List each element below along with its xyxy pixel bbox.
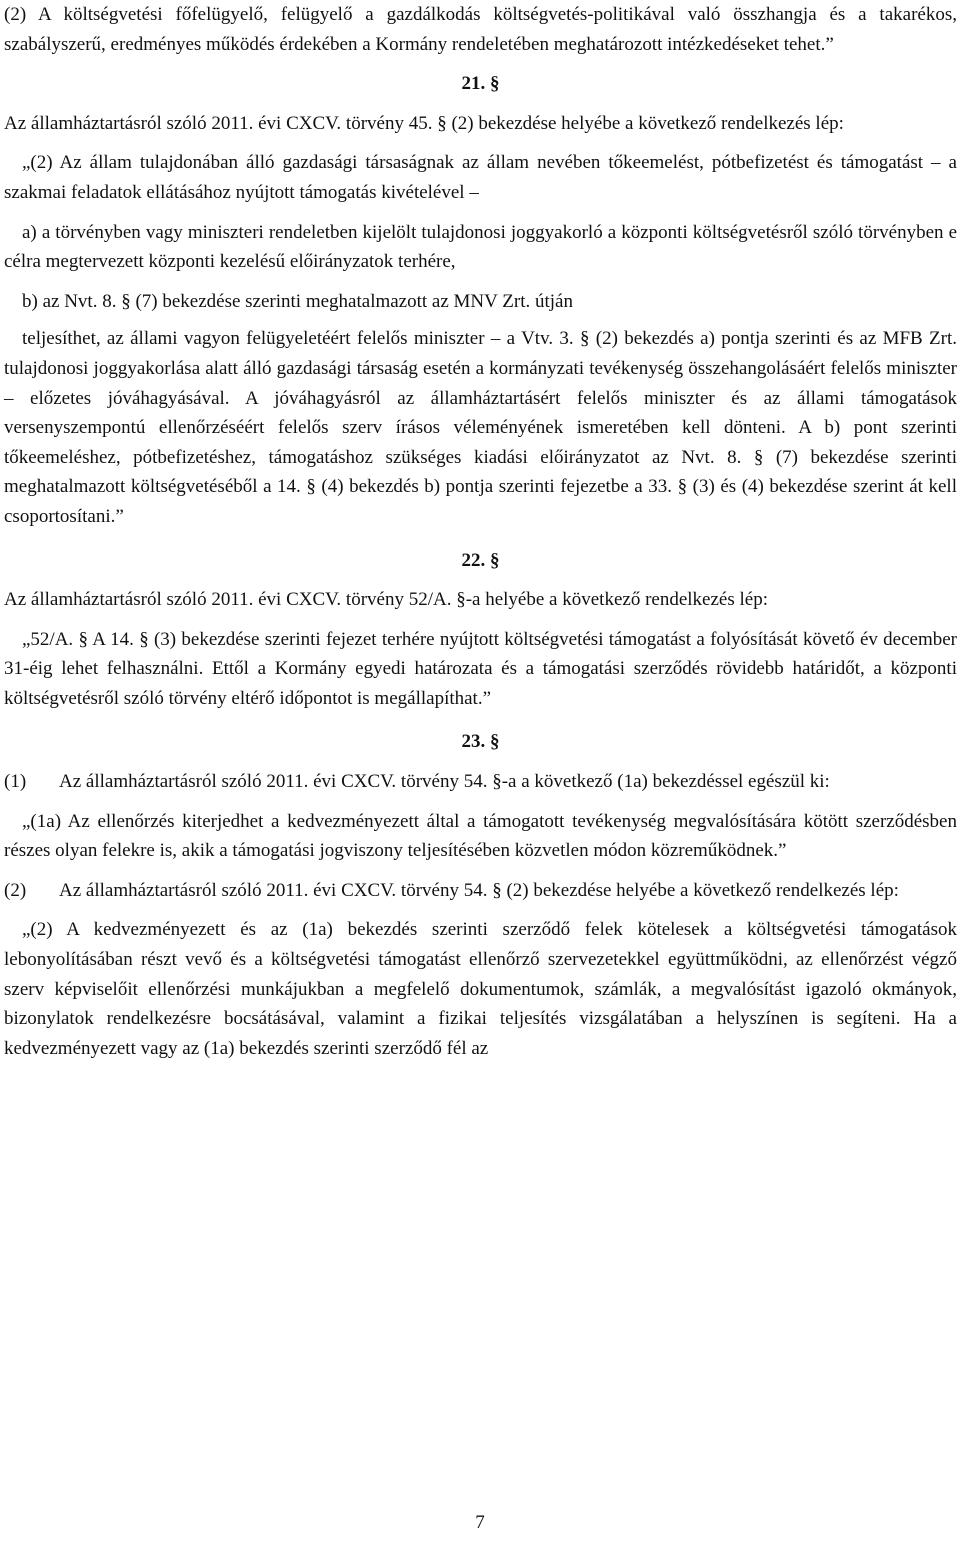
paragraph-intro: (2) A költségvetési főfelügyelő, felügyelő a gazdálkodás költségvetés-politikával való összhangja és a takarékos, szabályszerű, eredményes működés érdekében a Kormány rendeletében meghatározott intézkedéseket tehet.” bbox=[4, 4, 957, 55]
section-21-quote: „(2) Az állam tulajdonában álló gazdasági társaságnak az állam nevében tőkeemelést, pótbefizetést és támogatást – a szakmai feladatok ellátásához nyújtott támogatás kivételével – bbox=[4, 152, 957, 203]
item-number: (2) bbox=[4, 879, 27, 901]
section-21-rest: teljesíthet, az állami vagyon felügyeletéért felelős miniszter – a Vtv. 3. § (2) bekezdés a) pontja szerinti és az MFB Zrt. tulajdonosi joggyakorlása alatt álló gazdasági társaság esetén a kormányzati tevékenység összehangolásáért felelős miniszter – előzetes jóváhagyásával. A jóváhagyásról az államháztartásért felelős miniszter és az állami támogatások versenyszempontú ellenőrzéséért felelős szerv írásos véleményének ismeretében kell dönteni. A b) pont szerinti tőkeemeléshez, pótbefizetéshez, támogatáshoz szükséges kiadási előirányzatot az Nvt. 8. § (7) bekezdése szerinti meghatalmazott költségvetéséből a 14. § (4) bekezdés b) pontja szerinti fejezetbe a 33. § (3) és (4) bekezdése szerint át kell csoportosítani.” bbox=[4, 328, 957, 527]
section-heading-21: 21. § bbox=[461, 73, 500, 95]
item-text: Az államháztartásról szóló 2011. évi CXCV. törvény 54. § (2) bekezdése helyébe a következő rendelkezés lép: bbox=[59, 879, 899, 901]
section-21-intro: Az államháztartásról szóló 2011. évi CXCV. törvény 45. § (2) bekezdése helyébe a következő rendelkezés lép: bbox=[4, 112, 844, 134]
section-23-item-2 bbox=[4, 876, 957, 906]
section-heading-22: 22. § bbox=[461, 549, 500, 571]
section-22-intro: Az államháztartásról szóló 2011. évi CXCV. törvény 52/A. §-a helyébe a következő rendelkezés lép: bbox=[4, 589, 768, 611]
page-number: 7 bbox=[475, 1512, 485, 1533]
section-23-quote-2: „(2) A kedvezményezett és az (1a) bekezdés szerinti szerződő felek kötelesek a költségvetési támogatások lebonyolításában részt vevő és a költségvetési támogatást ellenőrző szervezetekkel együttműködni, az ellenőrzést végző szerv képviselőit ellenőrzési munkájukban a megfelelő dokumentumok, számlák, a megvalósítást igazoló okmányok, bizonylatok rendelkezésre bocsátásával, valamint a fizikai teljesítés vizsgálatában a helyszínen is segíteni. Ha a kedvezményezett vagy az (1a) bekezdés szerinti szerződő fél az bbox=[4, 919, 957, 1059]
section-21-point-a: a) a törvényben vagy miniszteri rendeletben kijelölt tulajdonosi joggyakorló a központi költségvetésről szóló törvényben e célra megtervezett központi kezelésű előirányzatok terhére, bbox=[4, 221, 957, 273]
section-22-quote: „52/A. § A 14. § (3) bekezdése szerinti fejezet terhére nyújtott költségvetési támogatást a folyósítását követő év december 31-éig lehet felhasználni. Ettől a Kormány egyedi határozata és a támogatási szerződés rövidebb határidőt, a központi költségvetésről szóló törvény eltérő időpontot is megállapíthat.” bbox=[4, 628, 957, 709]
section-23-quote-1: „(1a) Az ellenőrzés kiterjedhet a kedvezményezett által a támogatott tevékenység megvalósítására kötött szerződésben részes olyan felekre is, akik a támogatási jogviszony teljesítésében közvetlen módon közreműködnek.” bbox=[4, 810, 957, 862]
item-text: Az államháztartásról szóló 2011. évi CXCV. törvény 54. §-a a következő (1a) bekezdéssel egészül ki: bbox=[59, 771, 830, 793]
item-number: (1) bbox=[4, 771, 27, 793]
section-23-item-1 bbox=[4, 767, 957, 797]
section-heading-23: 23. § bbox=[461, 731, 500, 753]
section-21-point-b: b) az Nvt. 8. § (7) bekezdése szerinti meghatalmazott az MNV Zrt. útján bbox=[22, 290, 573, 312]
document-page bbox=[4, 0, 957, 1546]
